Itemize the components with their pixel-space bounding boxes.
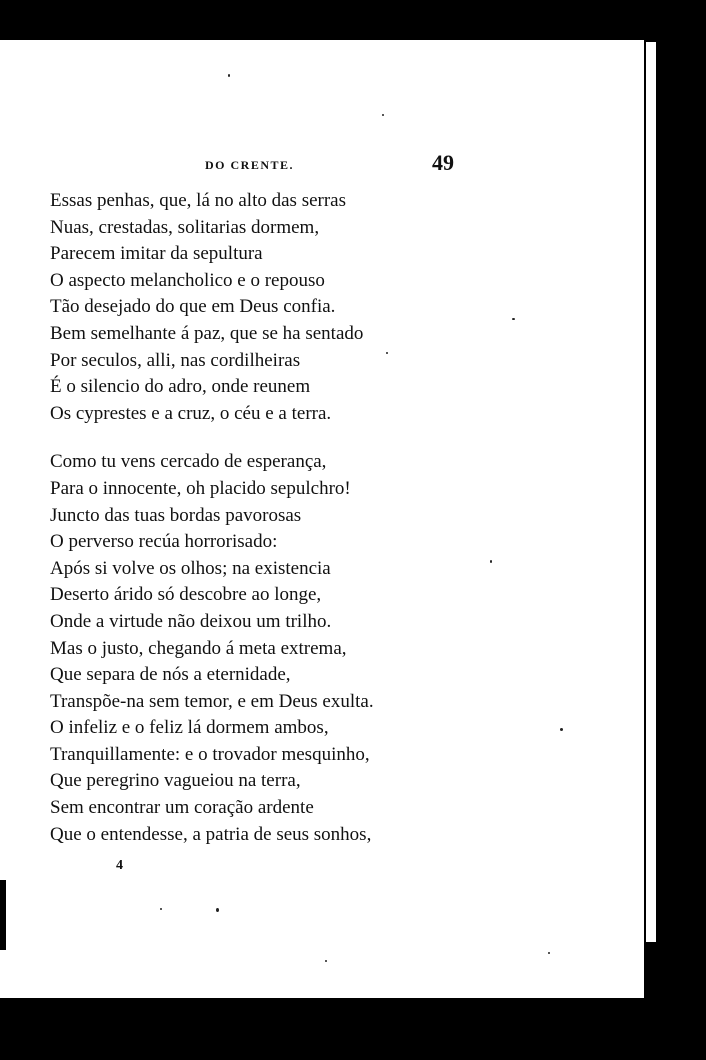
poem-line: Mas o justo, chegando á meta extrema, <box>50 637 347 659</box>
scan-speck <box>490 560 492 563</box>
scan-speck <box>560 728 563 731</box>
scan-speck <box>216 908 219 912</box>
scan-border-bottom <box>0 998 706 1060</box>
poem-line: Onde a virtude não deixou um trilho. <box>50 610 332 632</box>
running-title: DO CRENTE. <box>205 158 295 172</box>
page-edge-gap <box>600 42 640 982</box>
page-number: 49 <box>432 150 454 175</box>
scan-border-top <box>0 0 706 40</box>
scan-speck <box>228 74 230 77</box>
page-edge-gap-inner <box>646 42 656 942</box>
poem-line: O perverso recúa horrorisado: <box>50 531 278 553</box>
stanza-2 <box>50 449 430 848</box>
poem-body <box>50 188 430 870</box>
poem-line: Que o entendesse, a patria de seus sonhos, <box>50 823 372 845</box>
scan-speck <box>386 352 388 354</box>
page-header <box>50 150 460 180</box>
poem-line: Que peregrino vagueiou na terra, <box>50 770 301 792</box>
poem-line: Nuas, crestadas, solitarias dormem, <box>50 216 320 238</box>
poem-line: Após si volve os olhos; na existencia <box>50 557 331 579</box>
poem-line: Essas penhas, que, lá no alto das serras <box>50 190 347 211</box>
poem-line: Juncto das tuas bordas pavorosas <box>50 504 302 526</box>
poem-line: Transpõe-na sem temor, e em Deus exulta. <box>50 690 374 712</box>
scan-border-left-mark <box>0 880 6 950</box>
scan-speck <box>382 114 384 116</box>
scan-speck <box>325 960 327 962</box>
poem-line: Sem encontrar um coração ardente <box>50 797 314 819</box>
poem-line: Por seculos, alli, nas cordilheiras <box>50 349 301 371</box>
poem-line: Os cyprestes e a cruz, o céu e a terra. <box>50 402 332 424</box>
poem-line: Para o innocente, oh placido sepulchro! <box>50 477 351 499</box>
stanza-1 <box>50 188 430 427</box>
poem-line: Parecem imitar da sepultura <box>50 243 263 265</box>
poem-line: Que separa de nós a eternidade, <box>50 664 291 686</box>
poem-line: Bem semelhante á paz, que se ha sentado <box>50 322 364 344</box>
poem-line: O infeliz e o feliz lá dormem ambos, <box>50 717 329 739</box>
scan-speck <box>512 318 515 320</box>
signature-mark: 4 <box>116 858 123 873</box>
scan-speck <box>160 908 162 910</box>
poem-line: É o silencio do adro, onde reunem <box>50 376 311 398</box>
poem-line: Como tu vens cercado de esperança, <box>50 451 327 473</box>
poem-line: O aspecto melancholico e o repouso <box>50 269 325 291</box>
poem-line: Tão desejado do que em Deus confia. <box>50 296 336 318</box>
scan-speck <box>548 952 550 954</box>
poem-line: Deserto árido só descobre ao longe, <box>50 584 322 606</box>
poem-line: Tranquillamente: e o trovador mesquinho, <box>50 743 370 765</box>
